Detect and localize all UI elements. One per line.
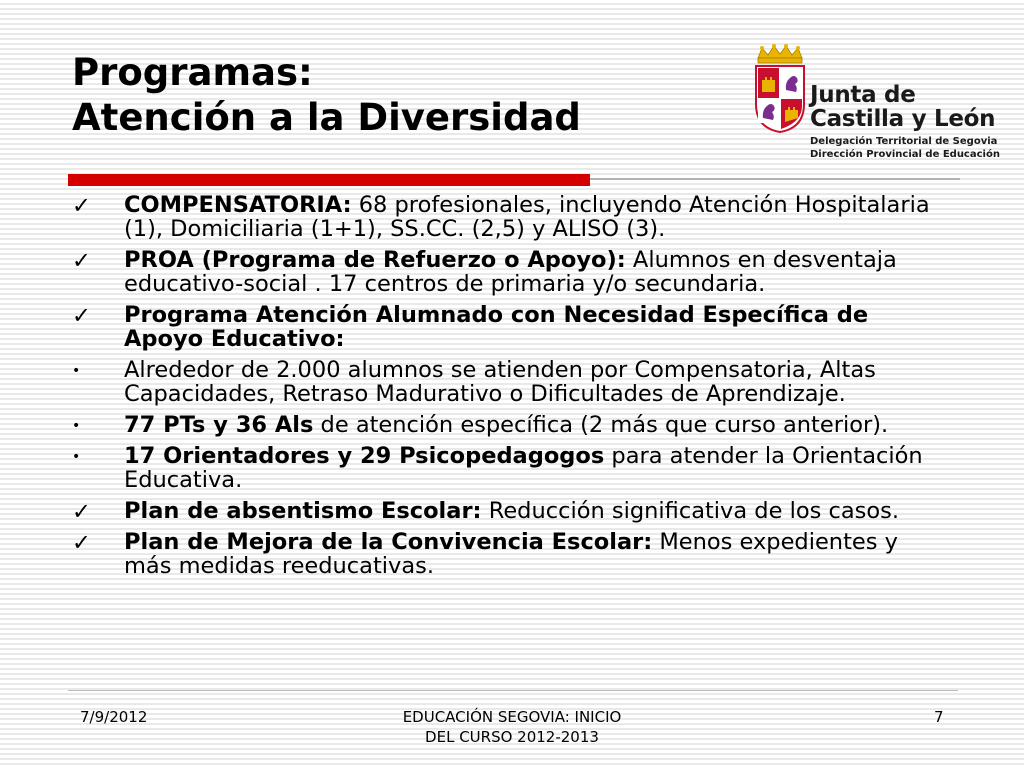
footer-title-line-1: EDUCACIÓN SEGOVIA: INICIO [402, 708, 622, 726]
item-text: Menos expedientes y más medidas reeducativas. [124, 529, 898, 579]
coat-of-arms-icon [752, 44, 808, 134]
list-item [70, 358, 950, 406]
list-item [70, 248, 950, 296]
list-item [70, 303, 950, 351]
footer-divider [68, 690, 958, 691]
checkmark-icon: ✓ [72, 193, 91, 219]
checkmark-icon: ✓ [72, 248, 91, 274]
title-accent-bar [68, 174, 590, 186]
footer-title [362, 707, 662, 747]
list-item [70, 499, 950, 523]
item-bold-text: PROA (Programa de Refuerzo o Apoyo): [124, 247, 626, 273]
bullet-icon: • [72, 363, 81, 379]
item-bold-text: 77 PTs y 36 Als [124, 412, 314, 438]
slide-number: 7 [934, 708, 944, 726]
footer-title-line-2: DEL CURSO 2012-2013 [425, 728, 599, 746]
checkmark-icon: ✓ [72, 499, 91, 525]
junta-castilla-leon-logo [752, 44, 1002, 166]
item-text: Alrededor de 2.000 alumnos se atienden por Compensatoria, Altas Capacidades, Retraso Madurativo o Dificultades de Aprendizaje. [124, 357, 876, 407]
slide-title [72, 50, 581, 140]
title-divider-line [590, 178, 960, 180]
item-text: 68 profesionales, incluyendo Atención Hospitalaria (1), Domiciliaria (1+1), SS.CC. (2,5) y ALISO (3). [124, 192, 930, 242]
item-bold-text: COMPENSATORIA: [124, 192, 352, 218]
bullet-icon: • [72, 418, 81, 434]
item-bold-text: Plan de absentismo Escolar: [124, 498, 482, 524]
list-item [70, 193, 950, 241]
item-text: de atención específica (2 más que curso anterior). [313, 412, 889, 438]
item-text: para atender la Orientación Educativa. [124, 443, 923, 493]
checkmark-icon: ✓ [72, 530, 91, 556]
item-bold-text: Plan de Mejora de la Convivencia Escolar: [124, 529, 653, 555]
list-item [70, 413, 950, 437]
item-bold-text: Programa Atención Alumnado con Necesidad Específica de Apoyo Educativo: [124, 302, 869, 352]
logo-name-line-2: Castilla y León [810, 106, 996, 132]
item-bold-text: 17 Orientadores y 29 Psicopedagogos [124, 443, 605, 469]
footer-date: 7/9/2012 [80, 708, 148, 726]
checkmark-icon: ✓ [72, 303, 91, 329]
item-text: Reducción significativa de los casos. [481, 498, 899, 524]
logo-subtitle-line-1: Delegación Territorial de Segovia [810, 136, 998, 147]
title-line-1: Programas: [72, 51, 313, 94]
bullet-icon: • [72, 449, 81, 465]
item-text: Alumnos en desventaja educativo-social . 17 centros de primaria y/o secundaria. [124, 247, 897, 297]
list-item [70, 444, 950, 492]
title-line-2: Atención a la Diversidad [72, 96, 581, 139]
list-item [70, 530, 950, 578]
bullet-list [70, 193, 950, 585]
logo-name-line-1: Junta de [810, 82, 916, 108]
logo-subtitle-line-2: Dirección Provincial de Educación [810, 149, 1000, 160]
